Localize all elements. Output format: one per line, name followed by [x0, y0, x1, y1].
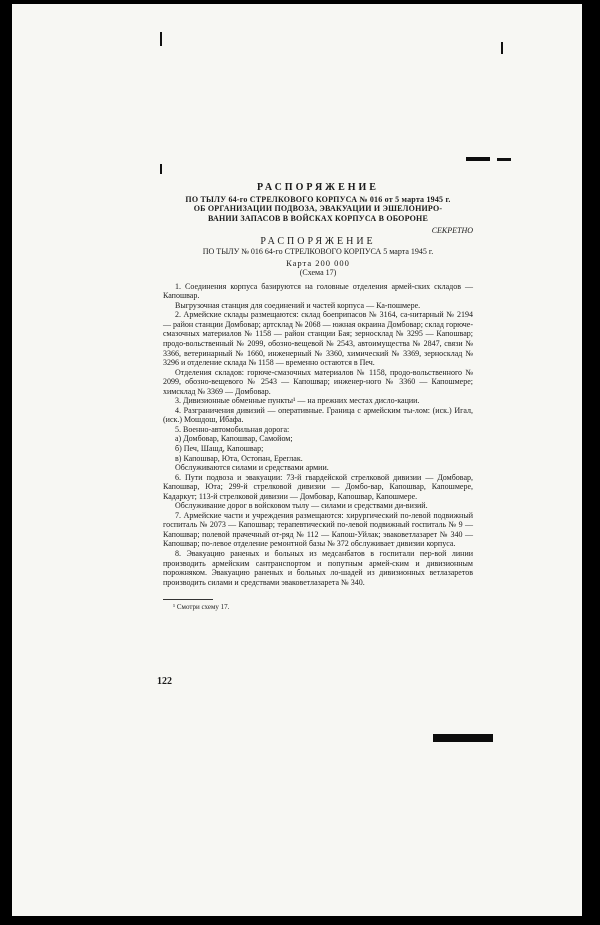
scheme-reference: (Схема 17)	[299, 268, 337, 278]
scan-artifact	[466, 157, 490, 161]
paragraph: 4. Разграничения дивизий — оперативные. Граница с армейским ты-лом: (иск.) Игал, (иск.) Мошдош, Ибафа.	[163, 405, 473, 425]
paragraph: Выгрузочная станция для соединений и частей корпуса — Ка-пошмере.	[175, 300, 421, 310]
road-item: в) Капошвар, Юта, Остопан, Ереглак.	[175, 453, 303, 463]
document-subtitle-line: ВАНИИ ЗАПАСОВ В ВОЙСКАХ КОРПУСА В ОБОРОНЕ	[207, 214, 429, 224]
scan-mark	[160, 164, 162, 174]
scan-artifact	[433, 734, 493, 742]
scan-mark	[160, 32, 162, 46]
document-title: РАСПОРЯЖЕНИЕ	[257, 182, 379, 193]
scan-mark	[501, 42, 503, 54]
paragraph: 1. Соединения корпуса базируются на головные отделения армей-ских складов — Капошвар.	[163, 281, 473, 301]
road-item: а) Домбовар, Капошвар, Самойом;	[175, 434, 293, 444]
document-subtitle-line: ОБ ОРГАНИЗАЦИИ ПОДВОЗА, ЭВАКУАЦИИ И ЭШЕЛОНИРО-	[193, 204, 443, 214]
scan-mark	[497, 158, 511, 161]
paragraph: 6. Пути подвоза и эвакуации: 73-й гвардейской стрелковой дивизии — Домбовар, Капошвар, Юта; 299-й стрелковой дивизии — Домбо-вар, Капошвар, Капошмере, Кадаркут; 113-й стрелковой дивизии — Домбовар, Капошвар, Капошмере.	[163, 472, 473, 501]
secrecy-label: СЕКРЕТНО	[431, 225, 473, 235]
footnote-divider	[163, 599, 213, 600]
road-item: б) Печ, Шашд, Капошвар;	[175, 443, 264, 453]
map-scale: Карта 200 000	[286, 257, 350, 268]
order-title: РАСПОРЯЖЕНИЕ	[260, 236, 376, 248]
page-number: 122	[157, 676, 172, 687]
paragraph: Отделения складов: горюче-смазочных материалов № 1158, продо-вольственного № 2099, обозно-вещевого № 2543 — Капошвар; инженер-ного № 3360 — Капошмере; химсклад № 3369 — Домбовар.	[163, 367, 473, 396]
paragraph: 8. Эвакуацию раненых и больных из медсанбатов в госпитали пер-вой линии производить армейским сантранспортом и попутным армей-ским и дивизионным порожняком. Эвакуацию раненых и больных ло-шадей из дивизионных ветлазаретов производить силами и средствами эваковетлазарета № 340.	[163, 548, 473, 587]
paragraph: 2. Армейские склады размещаются: склад боеприпасов № 3164, са-нитарный № 2194 — район станции Домбовар; артсклад № 2068 — южная окраина Домбовар; склад горюче-смазочных материалов № 1158 — район станции Бая; зерносклад № 3295 — Капошвар; продо-вольственный № 2099, обозно-вещевой № 2543, автоимущества № 2847, связи № 3366, ветеринарный № 1660, инженерный № 3360, химический № 3369, зерносклад № 3296 и отделение склада № 1158 — временно остаются в Печ.	[163, 310, 473, 368]
document-body	[163, 183, 473, 613]
document-subtitle-line: ПО ТЫЛУ 64-го СТРЕЛКОВОГО КОРПУСА № 016 от 5 марта 1945 г.	[185, 194, 451, 204]
paragraph: Обслуживаются силами и средствами армии.	[175, 463, 329, 473]
footnote: ¹ Смотри схему 17.	[173, 603, 230, 612]
paragraph: 3. Дивизионные обменные пункты¹ — на прежних местах дисло-кации.	[175, 396, 420, 406]
order-subtitle: ПО ТЫЛУ № 016 64-го СТРЕЛКОВОГО КОРПУСА 5 марта 1945 г.	[202, 247, 434, 257]
paragraph: 7. Армейские части и учреждения размещаются: хирургический по-левой подвижный госпиталь № 2073 — Капошвар; терапевтический по-левой подвижный госпиталь № 9 — Капошвар; полевой прачечный от-ряд № 112 — Капош-Уйлак; эваковетлазарет № 340 — Капошвар; по-левое отделение ремонтной базы № 372 обслуживает дивизии корпуса.	[163, 510, 473, 549]
paragraph: Обслуживание дорог в войсковом тылу — силами и средствами ди-визий.	[175, 501, 428, 511]
paragraph: 5. Военно-автомобильная дорога:	[175, 424, 290, 434]
